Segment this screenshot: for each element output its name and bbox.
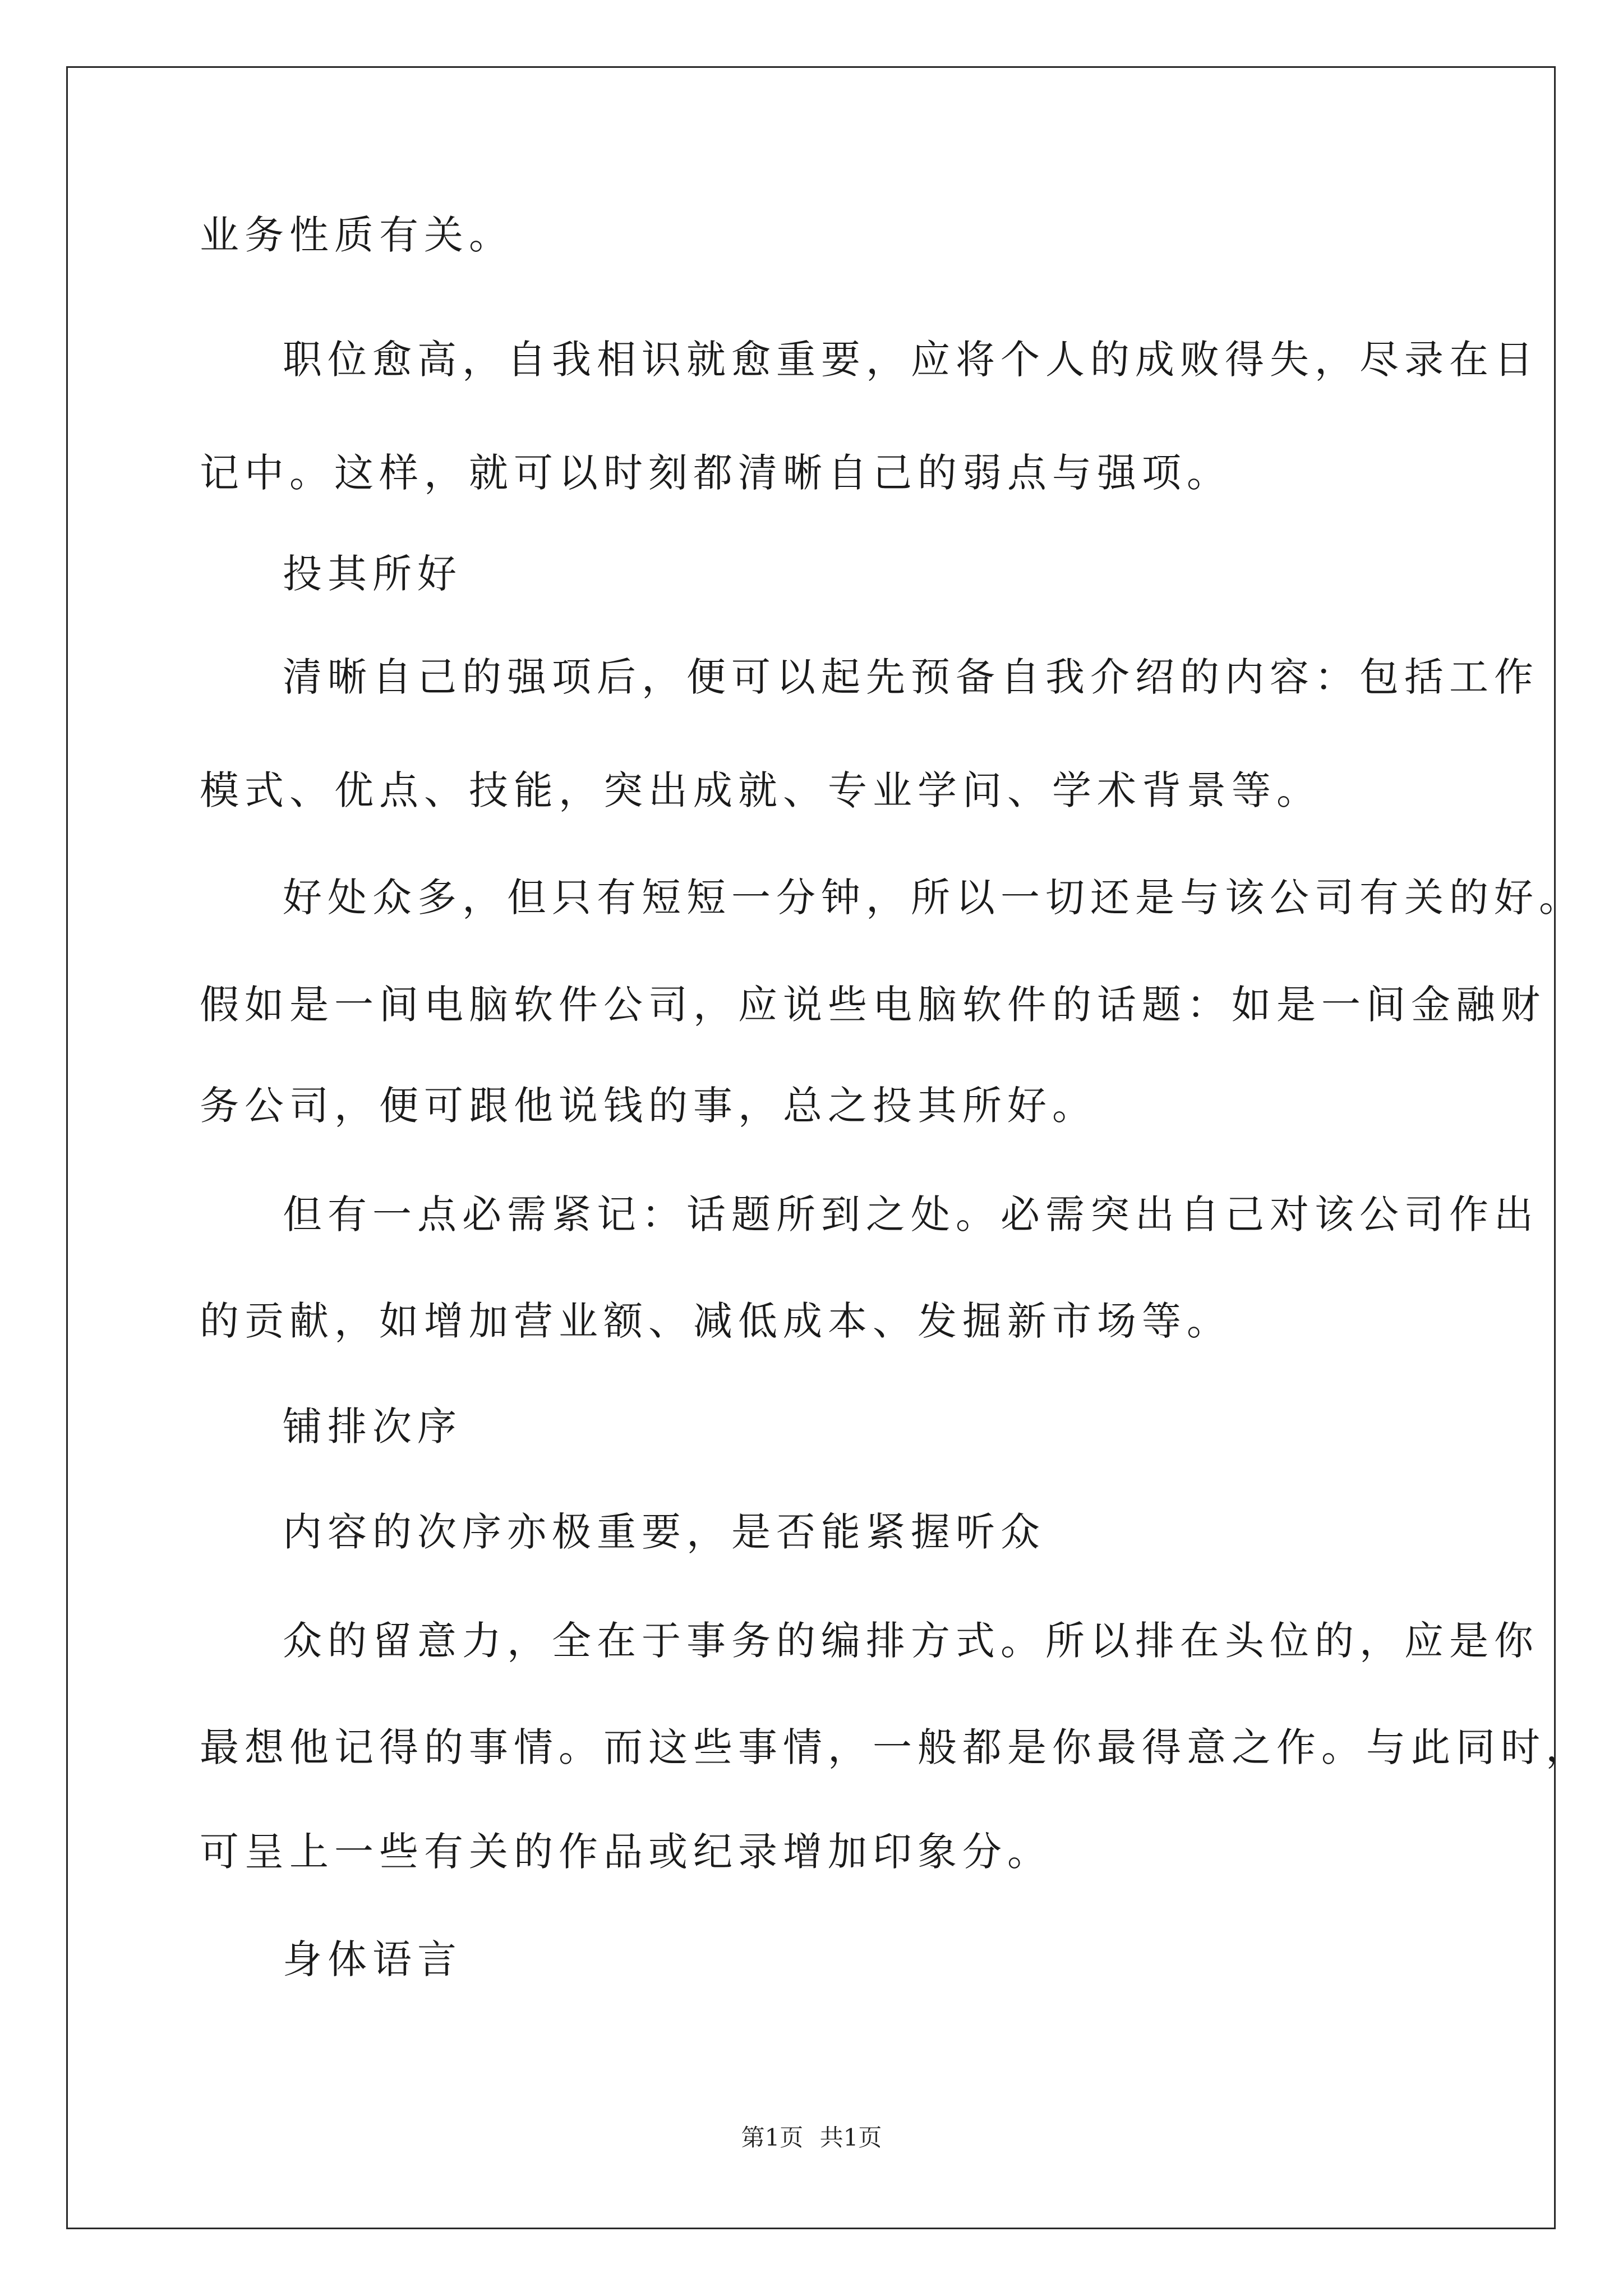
text-line: 可呈上一些有关的作品或纪录增加印象分。 [200,1829,1052,1875]
page-total: 共1页 [819,2124,882,2151]
section-heading: 身体语言 [283,1936,462,1982]
text-line: 务公司，便可跟他说钱的事，总之投其所好。 [200,1083,1097,1129]
section-heading: 投其所好 [283,551,462,597]
page-number: 第1页 [741,2124,804,2151]
text-line: 记中。这样，就可以时刻都清晰自己的弱点与强项。 [200,450,1232,496]
text-line: 最想他记得的事情。而这些事情，一般都是你最得意之作。与此同时， [200,1724,1590,1770]
text-line: 的贡献，如增加营业额、减低成本、发掘新市场等。 [200,1298,1232,1344]
page-footer [0,2125,1623,2151]
text-line: 业务性质有关。 [200,212,514,258]
text-line: 内容的次序亦极重要，是否能紧握听众 [283,1509,1045,1555]
page-border [66,66,1556,2229]
text-line: 假如是一间电脑软件公司，应说些电脑软件的话题：如是一间金融财 [200,982,1546,1028]
text-line: 模式、优点、技能，突出成就、专业学问、学术背景等。 [200,767,1321,813]
text-line: 好处众多，但只有短短一分钟，所以一切还是与该公司有关的好。 [283,875,1584,921]
text-line: 清晰自己的强项后，便可以起先预备自我介绍的内容：包括工作 [283,654,1539,700]
section-heading: 铺排次序 [283,1404,462,1450]
text-line: 众的留意力，全在于事务的编排方式。所以排在头位的，应是你 [283,1618,1539,1664]
text-line: 职位愈高，自我相识就愈重要，应将个人的成败得失，尽录在日 [283,337,1539,383]
text-line: 但有一点必需紧记：话题所到之处。必需突出自己对该公司作出 [283,1191,1539,1237]
